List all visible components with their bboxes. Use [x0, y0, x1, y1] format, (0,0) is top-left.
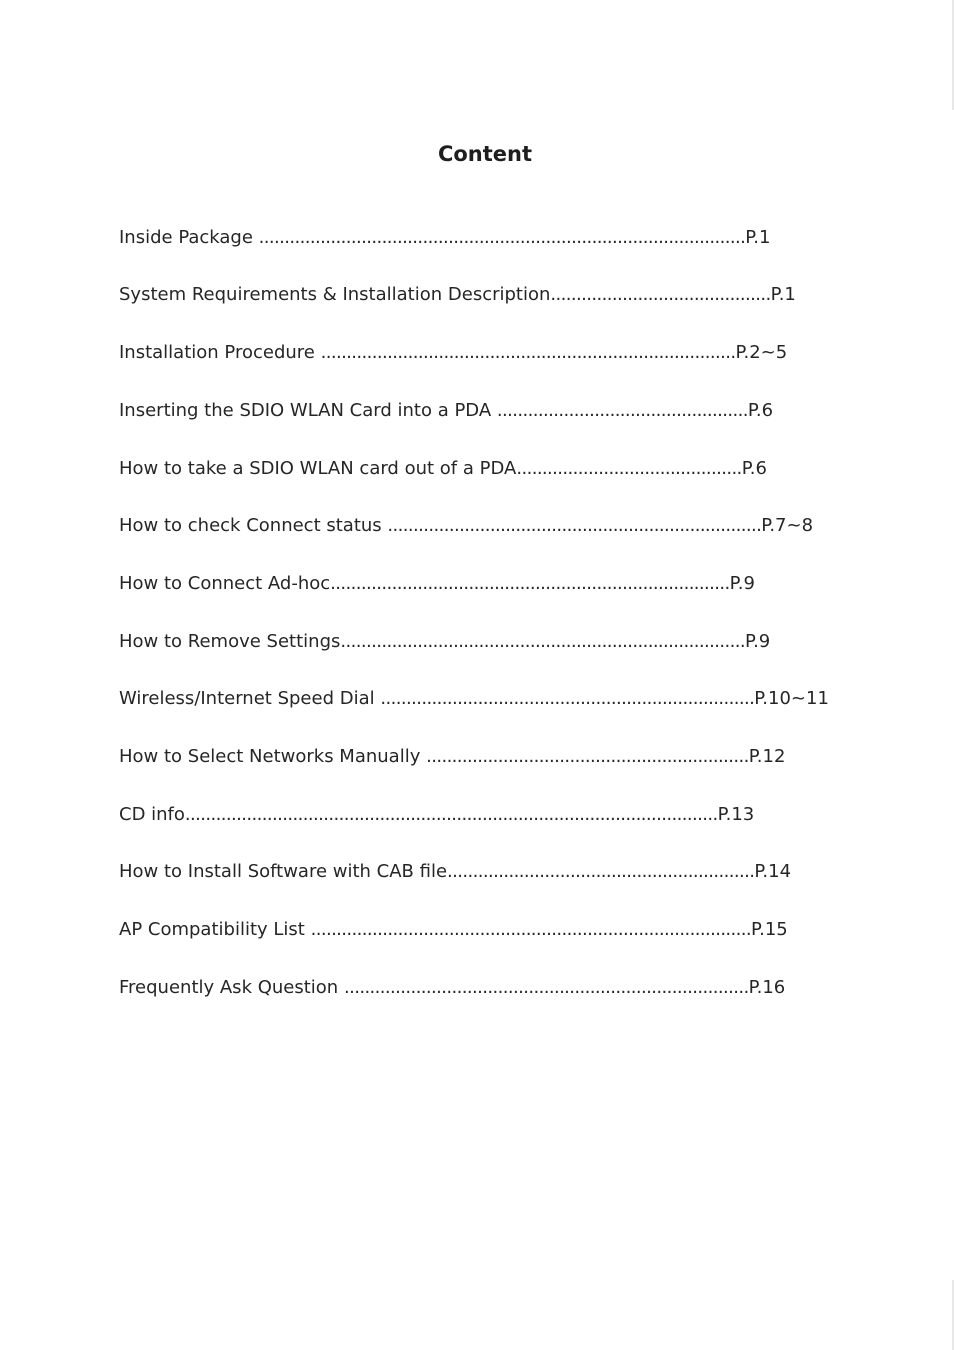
toc-entry-title: How to check Connect status [119, 515, 388, 536]
toc-entry-title: CD info [119, 804, 185, 825]
toc-leader-dots: .............................................................................. [330, 573, 730, 594]
toc-entry-inserting-card [119, 398, 773, 424]
toc-leader-dots: ........................................... [550, 284, 771, 305]
toc-entry-take-card-out [119, 456, 767, 482]
toc-page-number: P.10~11 [754, 688, 829, 709]
toc-page-number: P.13 [717, 804, 755, 825]
toc-page-number: P.9 [729, 573, 755, 594]
toc-entry-ap-compatibility [119, 917, 788, 943]
toc-leader-dots: ............................................................................................... [258, 227, 746, 248]
toc-page-number: P.9 [745, 631, 771, 652]
toc-entry-title: Frequently Ask Question [119, 977, 344, 998]
toc-entry-faq [119, 975, 785, 1001]
toc-leader-dots: ............................................................................... [340, 631, 746, 652]
toc-entry-title: Wireless/Internet Speed Dial [119, 688, 381, 709]
toc-entry-install-cab [119, 859, 791, 885]
toc-page-number: P.14 [754, 861, 792, 882]
toc-entry-title: How to take a SDIO WLAN card out of a PDA [119, 458, 517, 479]
toc-page-number: P.16 [748, 977, 786, 998]
toc-leader-dots: ........................................................................................................ [184, 804, 718, 825]
toc-leader-dots: ............................................................................... [343, 977, 749, 998]
toc-entry-system-requirements [119, 282, 796, 308]
toc-page-number: P.15 [751, 919, 788, 940]
toc-leader-dots: ............................................................... [426, 746, 749, 767]
page-title: Content [437, 142, 533, 166]
toc-entry-title: How to Connect Ad-hoc [119, 573, 331, 594]
toc-entry-title: How to Select Networks Manually [119, 746, 427, 767]
toc-leader-dots: ................................................. [496, 400, 748, 421]
toc-entry-title: How to Install Software with CAB file [119, 861, 448, 882]
toc-entry-title: System Requirements & Installation Description [119, 284, 551, 305]
toc-page-number: P.6 [747, 400, 774, 421]
toc-entry-title: How to Remove Settings [119, 631, 341, 652]
toc-page-number: P.12 [748, 746, 786, 767]
toc-entry-remove-settings [119, 629, 770, 655]
toc-entry-title: Inserting the SDIO WLAN Card into a PDA [119, 400, 497, 421]
toc-page-number: P.6 [741, 458, 767, 479]
toc-page-number: P.1 [745, 227, 771, 248]
toc-entry-connect-status [119, 513, 813, 539]
toc-entry-select-networks [119, 744, 785, 770]
toc-entry-title: AP Compatibility List [119, 919, 311, 940]
toc-entry-inside-package [119, 225, 770, 251]
toc-page-number: P.1 [770, 284, 796, 305]
toc-leader-dots: ......................................................................... [387, 515, 762, 536]
toc-leader-dots: ......................................................................... [380, 688, 755, 709]
toc-entry-speed-dial [119, 686, 829, 712]
toc-entry-title: Installation Procedure [119, 342, 321, 363]
toc-page-number: P.7~8 [761, 515, 814, 536]
toc-entry-title: Inside Package [119, 227, 259, 248]
toc-leader-dots: ...................................................................................... [310, 919, 752, 940]
toc-leader-dots: ............................................................ [447, 861, 755, 882]
toc-entry-connect-ad-hoc [119, 571, 755, 597]
toc-leader-dots: ............................................ [516, 458, 742, 479]
toc-entry-installation-procedure [119, 340, 787, 366]
toc-page-number: P.2~5 [735, 342, 788, 363]
toc-leader-dots: ................................................................................. [320, 342, 736, 363]
toc-entry-cd-info [119, 802, 754, 828]
